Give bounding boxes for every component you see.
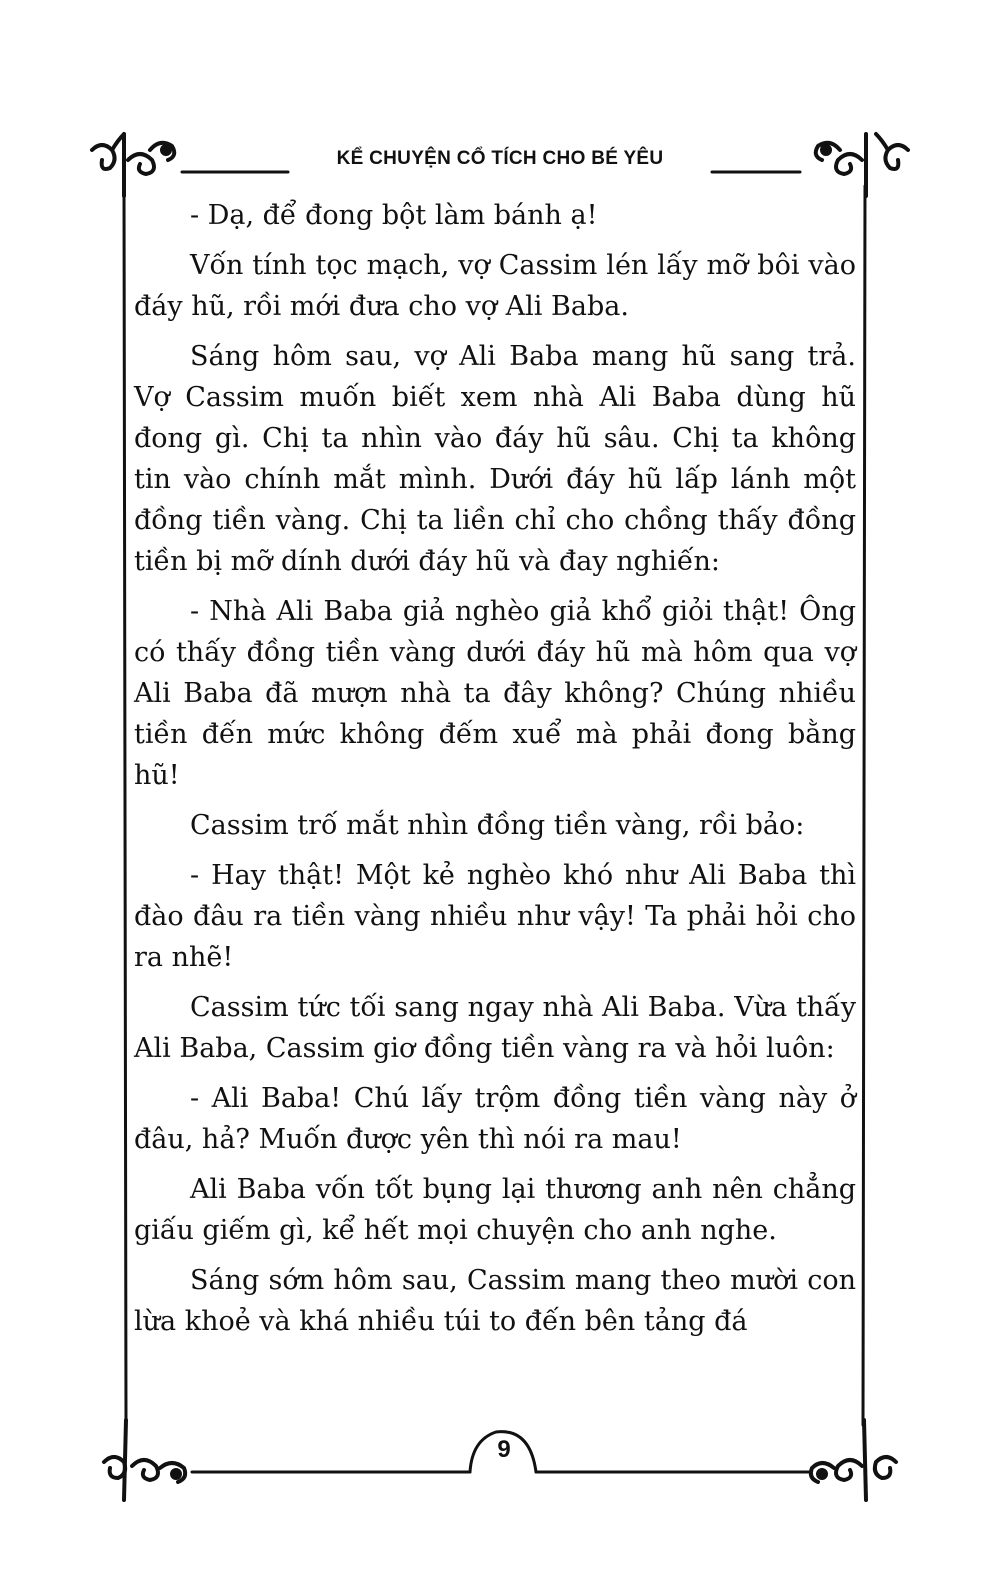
page-number: 9 [497,1436,511,1463]
paragraph: - Hay thật! Một kẻ nghèo khó như Ali Baba thì đào đâu ra tiền vàng nhiều như vậy! Ta phải hỏi cho ra nhẽ! [134,860,856,973]
paragraph: Ali Baba vốn tốt bụng lại thương anh nên chẳng giấu giếm gì, kể hết mọi chuyện cho anh nghe. [134,1174,856,1246]
paragraph: - Nhà Ali Baba giả nghèo giả khổ giỏi thật! Ông có thấy đồng tiền vàng dưới đáy hũ mà hôm qua vợ Ali Baba đã mượn nhà ta đây không? Chúng nhiều tiền đến mức không đếm xuể mà phải đong bằng hũ! [134,596,856,791]
paragraph: Cassim trố mắt nhìn đồng tiền vàng, rồi bảo: [190,810,805,841]
scroll-ornament-bottom-right-icon [811,1420,896,1500]
running-header-title: KỂ CHUYỆN CỔ TÍCH CHO BÉ YÊU [336,148,664,169]
scroll-ornament-top-right-icon [816,134,908,196]
paragraph: - Ali Baba! Chú lấy trộm đồng tiền vàng này ở đâu, hả? Muốn được yên thì nói ra mau! [134,1083,856,1155]
paragraph: Sáng sớm hôm sau, Cassim mang theo mười con lừa khoẻ và khá nhiều túi to đến bên tảng đá [134,1265,856,1337]
paragraph: Vốn tính tọc mạch, vợ Cassim lén lấy mỡ bôi vào đáy hũ, rồi mới đưa cho vợ Ali Baba. [134,250,856,322]
left-border-line [124,186,126,1425]
paragraph: - Dạ, để đong bột làm bánh ạ! [190,200,598,231]
paragraph: Sáng hôm sau, vợ Ali Baba mang hũ sang trả. Vợ Cassim muốn biết xem nhà Ali Baba dùng hũ đong gì. Chị ta nhìn vào đáy hũ sâu. Chị ta không tin vào chính mắt mình. Dưới đáy hũ lấp lánh một đồng tiền vàng. Chị ta liền chỉ cho chồng thấy đồng tiền bị mỡ dính dưới đáy hũ và đay nghiến: [134,341,856,577]
scroll-ornament-top-left-icon [92,134,174,196]
scroll-ornament-bottom-left-icon [104,1420,185,1500]
paragraph: Cassim tức tối sang ngay nhà Ali Baba. Vừa thấy Ali Baba, Cassim giơ đồng tiền vàng ra và hỏi luôn: [134,992,856,1064]
right-border-line [863,186,865,1425]
story-text [134,195,856,1351]
